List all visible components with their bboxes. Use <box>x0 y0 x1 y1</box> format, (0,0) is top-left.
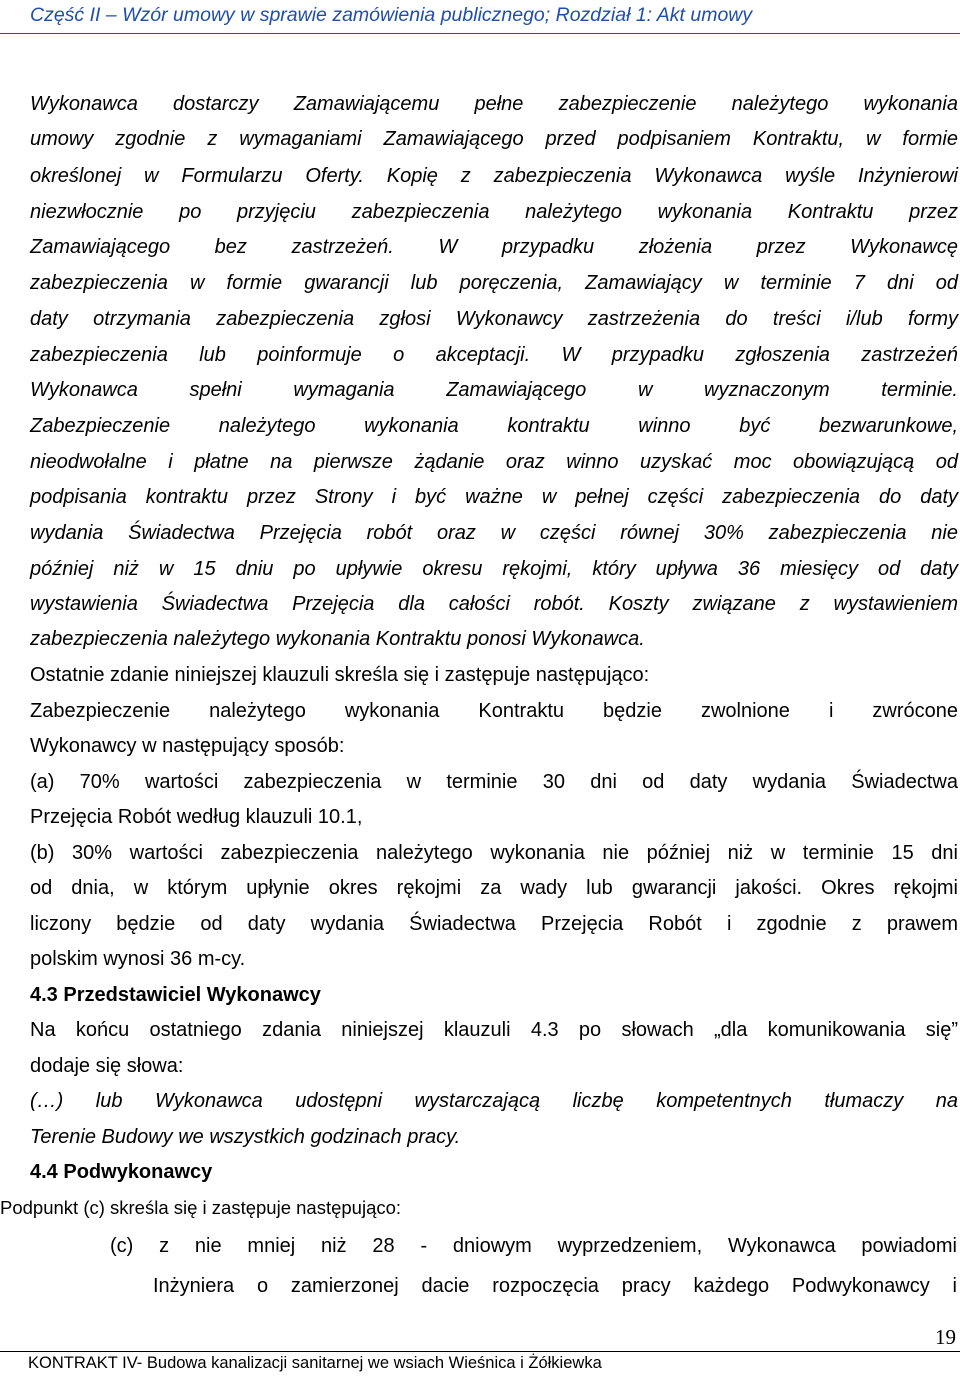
list-item-c-cont: Inżyniera o zamierzonej dacie rozpoczęcia pracy każdego Podwykonawcy i <box>153 1275 957 1297</box>
paragraph-line: daty otrzymania zabezpieczenia zgłosi Wykonawcy zastrzeżenia do treści i/lub formy <box>30 308 958 330</box>
list-item-b: (b) 30% wartości zabezpieczenia należytego wykonania nie później niż w terminie 15 dni <box>30 842 958 864</box>
paragraph-line: wydania Świadectwa Przejęcia robót oraz w części równej 30% zabezpieczenia nie <box>30 522 958 544</box>
list-item-a: (a) 70% wartości zabezpieczenia w terminie 30 dni od daty wydania Świadectwa <box>30 771 958 793</box>
paragraph-line: zabezpieczenia w formie gwarancji lub poręczenia, Zamawiający w terminie 7 dni od <box>30 272 958 294</box>
paragraph-line: Ostatnie zdanie niniejszej klauzuli skreśla się i zastępuje następująco: <box>30 664 650 686</box>
footer-divider <box>0 1351 960 1352</box>
paragraph-line: dodaje się słowa: <box>30 1055 184 1077</box>
section-heading: 4.3 Przedstawiciel Wykonawcy <box>30 984 321 1006</box>
paragraph-line: Wykonawca dostarczy Zamawiającemu pełne zabezpieczenie należytego wykonania <box>30 93 958 115</box>
paragraph-line: Podpunkt (c) skreśla się i zastępuje następująco: <box>0 1197 402 1218</box>
section-heading: 4.4 Podwykonawcy <box>30 1161 213 1183</box>
paragraph-line: (…) lub Wykonawca udostępni wystarczającą liczbę kompetentnych tłumaczy na <box>30 1090 958 1112</box>
list-item-b-cont: polskim wynosi 36 m-cy. <box>30 948 246 970</box>
list-item-a-cont: Przejęcia Robót według klauzuli 10.1, <box>30 806 363 828</box>
paragraph-line: Na końcu ostatniego zdania niniejszej klauzuli 4.3 po słowach „dla komunikowania się” <box>30 1019 958 1041</box>
paragraph-line: zabezpieczenia lub poinformuje o akceptacji. W przypadku zgłoszenia zastrzeżeń <box>30 344 958 366</box>
header-divider <box>0 33 960 34</box>
list-item-b-cont: liczony będzie od daty wydania Świadectwa Przejęcia Robót i zgodnie z prawem <box>30 913 958 935</box>
paragraph-line: później niż w 15 dniu po upływie okresu rękojmi, który upływa 36 miesięcy od daty <box>30 558 958 580</box>
paragraph-line: Terenie Budowy we wszystkich godzinach pracy. <box>30 1126 461 1148</box>
paragraph-line: Zabezpieczenie należytego wykonania kontraktu winno być bezwarunkowe, <box>30 415 958 437</box>
page-header: Część II – Wzór umowy w sprawie zamówienia publicznego; Rozdział 1: Akt umowy <box>30 4 753 26</box>
paragraph-line: Zabezpieczenie należytego wykonania Kontraktu będzie zwolnione i zwrócone <box>30 700 958 722</box>
list-item-b-cont: od dnia, w którym upłynie okres rękojmi za wady lub gwarancji jakości. Okres rękojmi <box>30 877 958 899</box>
paragraph-line: umowy zgodnie z wymaganiami Zamawiającego przed podpisaniem Kontraktu, w formie <box>30 128 958 150</box>
page-footer: KONTRAKT IV- Budowa kanalizacji sanitarnej we wsiach Wieśnica i Żółkiewka <box>28 1354 602 1372</box>
paragraph-line: zabezpieczenia należytego wykonania Kontraktu ponosi Wykonawca. <box>30 628 645 650</box>
paragraph-line: Zamawiającego bez zastrzeżeń. W przypadku złożenia przez Wykonawcę <box>30 236 958 258</box>
paragraph-line: podpisania kontraktu przez Strony i być ważne w pełnej części zabezpieczenia do daty <box>30 486 958 508</box>
paragraph-line: wystawienia Świadectwa Przejęcia dla całości robót. Koszty związane z wystawieniem <box>30 593 958 615</box>
list-item-c: (c) z nie mniej niż 28 - dniowym wyprzedzeniem, Wykonawca powiadomi <box>110 1235 957 1257</box>
paragraph-line: określonej w Formularzu Oferty. Kopię z zabezpieczenia Wykonawca wyśle Inżynierowi <box>30 165 958 187</box>
paragraph-line: nieodwołalne i płatne na pierwsze żądanie oraz winno uzyskać moc obowiązującą od <box>30 451 958 473</box>
paragraph-line: Wykonawcy w następujący sposób: <box>30 735 345 757</box>
page-number: 19 <box>935 1325 956 1349</box>
paragraph-line: Wykonawca spełni wymagania Zamawiającego w wyznaczonym terminie. <box>30 379 958 401</box>
paragraph-line: niezwłocznie po przyjęciu zabezpieczenia należytego wykonania Kontraktu przez <box>30 201 958 223</box>
